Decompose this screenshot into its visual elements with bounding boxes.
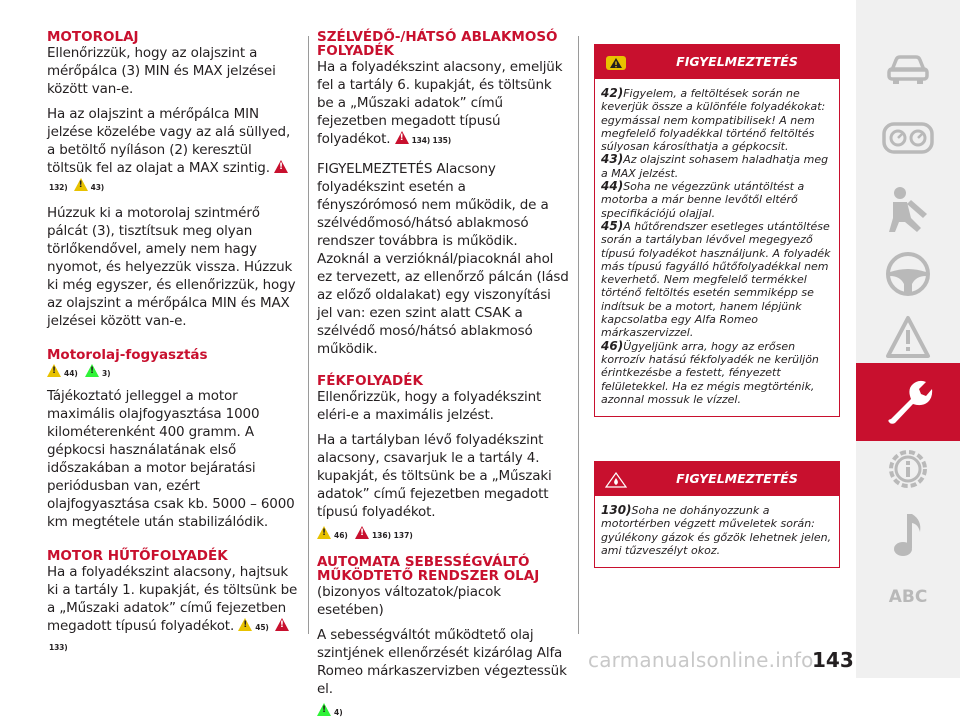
warning-triangle-icon [884,314,932,360]
watermark: carmanualsonline.info [588,648,814,672]
warning-item-number: 43) [601,152,624,167]
column-divider [578,36,579,634]
sidebar-item-dashboard[interactable] [856,118,960,166]
paragraph [47,563,299,657]
paragraph: Ha a tartályban lévő folyadékszint alacsony, csavarjuk le a tartály 4. kupakját, és töltsünk be a „Műszaki adatok” című fejezetben megadott típusú folyadékot. [317,432,552,520]
environment-info-icon [85,364,100,377]
steering-wheel-icon [884,250,932,298]
warning-item-number: 130) [601,503,632,517]
caution-warning-icon [47,364,62,377]
warning-item-text: Figyelem, a feltöltések során ne keverjük össze a különféle folyadékokat: egymással nem kompatibilisek! A nem megfelelő folyadékkal történő feltöltés súlyosan károsíthatja a gépkocsit. [601,87,826,154]
ref-number: 43) [90,183,105,192]
paragraph: (bizonyos változatok/piacok esetében) [317,584,501,618]
chapter-sidebar [856,0,960,678]
warning-item-number: 42) [601,86,624,100]
ref-line [47,364,299,381]
warning-item [601,180,833,220]
sidebar-item-car[interactable] [856,48,960,96]
paragraph [47,105,299,197]
ref-number: 132) [49,183,68,192]
sidebar-item-safety[interactable] [856,184,960,240]
dashboard-icon [881,118,935,158]
warning-item-text: Soha ne végezzünk utántöltést a motorba a már benne levőtől eltérő specifikációjú olajjal. [601,180,805,220]
warning-box-body [595,496,839,567]
ref-number: 134) 135) [411,136,452,145]
heading-automata-valto: AUTOMATA SEBESSÉGVÁLTÓ MŰKÖDTETŐ RENDSZER OLAJ [317,554,540,584]
sidebar-item-maintenance[interactable] [856,363,960,441]
heading-hutofolyadek: MOTOR HŰTŐFOLYADÉK [47,548,228,564]
warning-item [601,220,833,340]
ref-number: 45) [255,623,269,632]
page-number: 143 [812,648,854,672]
heading-fogyasztas: Motorolaj-fogyasztás [47,347,208,363]
warning-box-title: FIGYELMEZTETÉS [676,54,798,69]
warning-item-number: 46) [601,338,624,353]
sidebar-item-multimedia[interactable] [856,510,960,564]
info-gear-icon [883,444,933,494]
warning-item [601,504,833,557]
warning-box-header [595,462,839,496]
heading-szelvedomoso: SZÉLVÉDŐ-/HÁTSÓ ABLAKMOSÓ FOLYADÉK [317,29,558,59]
danger-warning-icon [395,131,410,144]
caution-warning-icon [74,178,89,191]
paragraph [317,58,569,150]
warning-box-body [595,79,839,416]
danger-warning-icon [274,160,289,173]
paragraph-text: Ha a folyadékszint alacsony, emeljük fel a tartály 6. kupakját, és töltsünk be a „Műszaki adatok” című fejezetben megadott típusú folyadékot. [317,59,563,147]
warning-item-text: Ügyeljünk arra, hogy az erősen korrozív hatású fékfolyadék ne kerüljön érintkezésbe a festett, fényezett felületekkel. Ha ez mégis megtörténik, azonnal mossuk le vízzel. [601,339,819,406]
sidebar-item-driving[interactable] [856,250,960,304]
paragraph: Ellenőrizzük, hogy az olajszint a mérőpálca (3) MIN és MAX jelzései között van-e. [47,45,276,97]
sidebar-item-warnings[interactable] [856,314,960,368]
warning-item [601,153,833,180]
column-divider [308,36,309,634]
warning-box [594,461,840,568]
caution-warning-icon [317,526,332,539]
warning-box [594,44,840,417]
paragraph: Ellenőrizzük, hogy a folyadékszint eléri-e a maximális jelzést. [317,389,542,423]
warning-box-header [595,45,839,79]
warning-item-text: Soha ne dohányozzunk a motortérben végzett műveletek során: gyúlékony gázok és gőzök lehetnek jelen, ami tűzveszélyt okoz. [601,504,832,557]
environment-info-icon [317,703,332,716]
paragraph: Húzzuk ki a motorolaj szintmérő pálcát (3), tisztítsuk meg olyan törlőkendővel, amely nem hagy nyomot, és helyezzük vissza. Húzzuk ki még egyszer, és ellenőrizzük, hogy az olajszint a mérőpálca MIN és MAX jelzései között van-e. [47,205,296,329]
warning-item [601,87,833,153]
danger-warning-icon [355,526,370,539]
paragraph-text: Ha a folyadékszint alacsony, hajtsuk ki a tartály 1. kupakját, és töltsünk be a „Műszaki adatok” című fejezetben megadott típusú folyadékot. [47,564,298,634]
warning-item [601,340,833,406]
middle-column [317,30,569,726]
paragraph: FIGYELMEZTETÉS Alacsony folyadékszint esetén a fényszórómosó nem működik, de a szélvédőmosó/hátsó ablakmosó rendszer továbbra is működik. Azoknál a verzióknál/piacoknál ahol ez tervezett, az ellenőrző pálcán (lásd az előző oldalakat) egy viszonyítási jel van: ezen szint alatt CSAK a szélvédő mosó/hátsó ablakmosó működik. [317,161,569,357]
ref-number: 133) [49,643,68,652]
ref-number: 3) [101,369,111,378]
danger-warning-icon [275,618,290,631]
music-note-icon [888,510,928,560]
seatbelt-person-icon [885,184,931,236]
warning-item-text: Az olajszint sohasem haladhatja meg a MAX jelzést. [601,153,829,180]
paragraph: A sebességváltót működtető olaj szintjének ellenőrzését kizárólag Alfa Romeo márkaszervizben végeztessük el. [317,627,567,697]
flame-warning-icon [605,472,627,488]
paragraph: Tájékoztató jelleggel a motor maximális olajfogyasztása 1000 kilométerenként 400 gramm. A gépkocsi használatának első időszakában a motor bejáratási periódusban van, ezért olajfogyasztása csak kb. 5000 – 6000 km megtétele után stabilizálódik. [47,388,295,530]
warning-item-number: 44) [601,179,624,194]
car-warning-icon [605,55,627,71]
heading-motorolaj: MOTOROLAJ [47,29,139,45]
ref-line [317,703,569,720]
sidebar-item-technical-data[interactable] [856,444,960,500]
sidebar-item-index[interactable]: ABC [888,587,928,607]
wrench-icon [883,377,933,427]
warning-box-title: FIGYELMEZTETÉS [676,471,798,486]
left-column [47,30,299,664]
warning-item-number: 45) [601,218,624,233]
ref-number: 44) [64,369,78,378]
ref-number: 46) [334,531,348,540]
ref-number: 136) 137) [371,531,413,540]
heading-fekfolyadek: FÉKFOLYADÉK [317,373,423,389]
warning-item-text: A hűtőrendszer esetleges utántöltése során a tartályban lévővel megegyező típusú folyadékot használjunk. A folyadék más típusú fagyálló hűtőfolyadékkal nem keverhető. Nem megfelelő termékkel történő feltöltés esetén semmiképp se indítsuk be a motort, hanem lépjünk kapcsolatba egy Alfa Romeo márkaszervizzel. [601,219,831,340]
caution-warning-icon [238,618,253,631]
car-icon [884,48,932,88]
ref-number: 4) [334,708,343,717]
paragraph-text: Ha az olajszint a mérőpálca MIN jelzése közelébe vagy az alá süllyed, a betöltő nyíláson (2) keresztül töltsük fel az olajat a MAX szintig. [47,106,291,176]
ref-line [317,526,569,543]
